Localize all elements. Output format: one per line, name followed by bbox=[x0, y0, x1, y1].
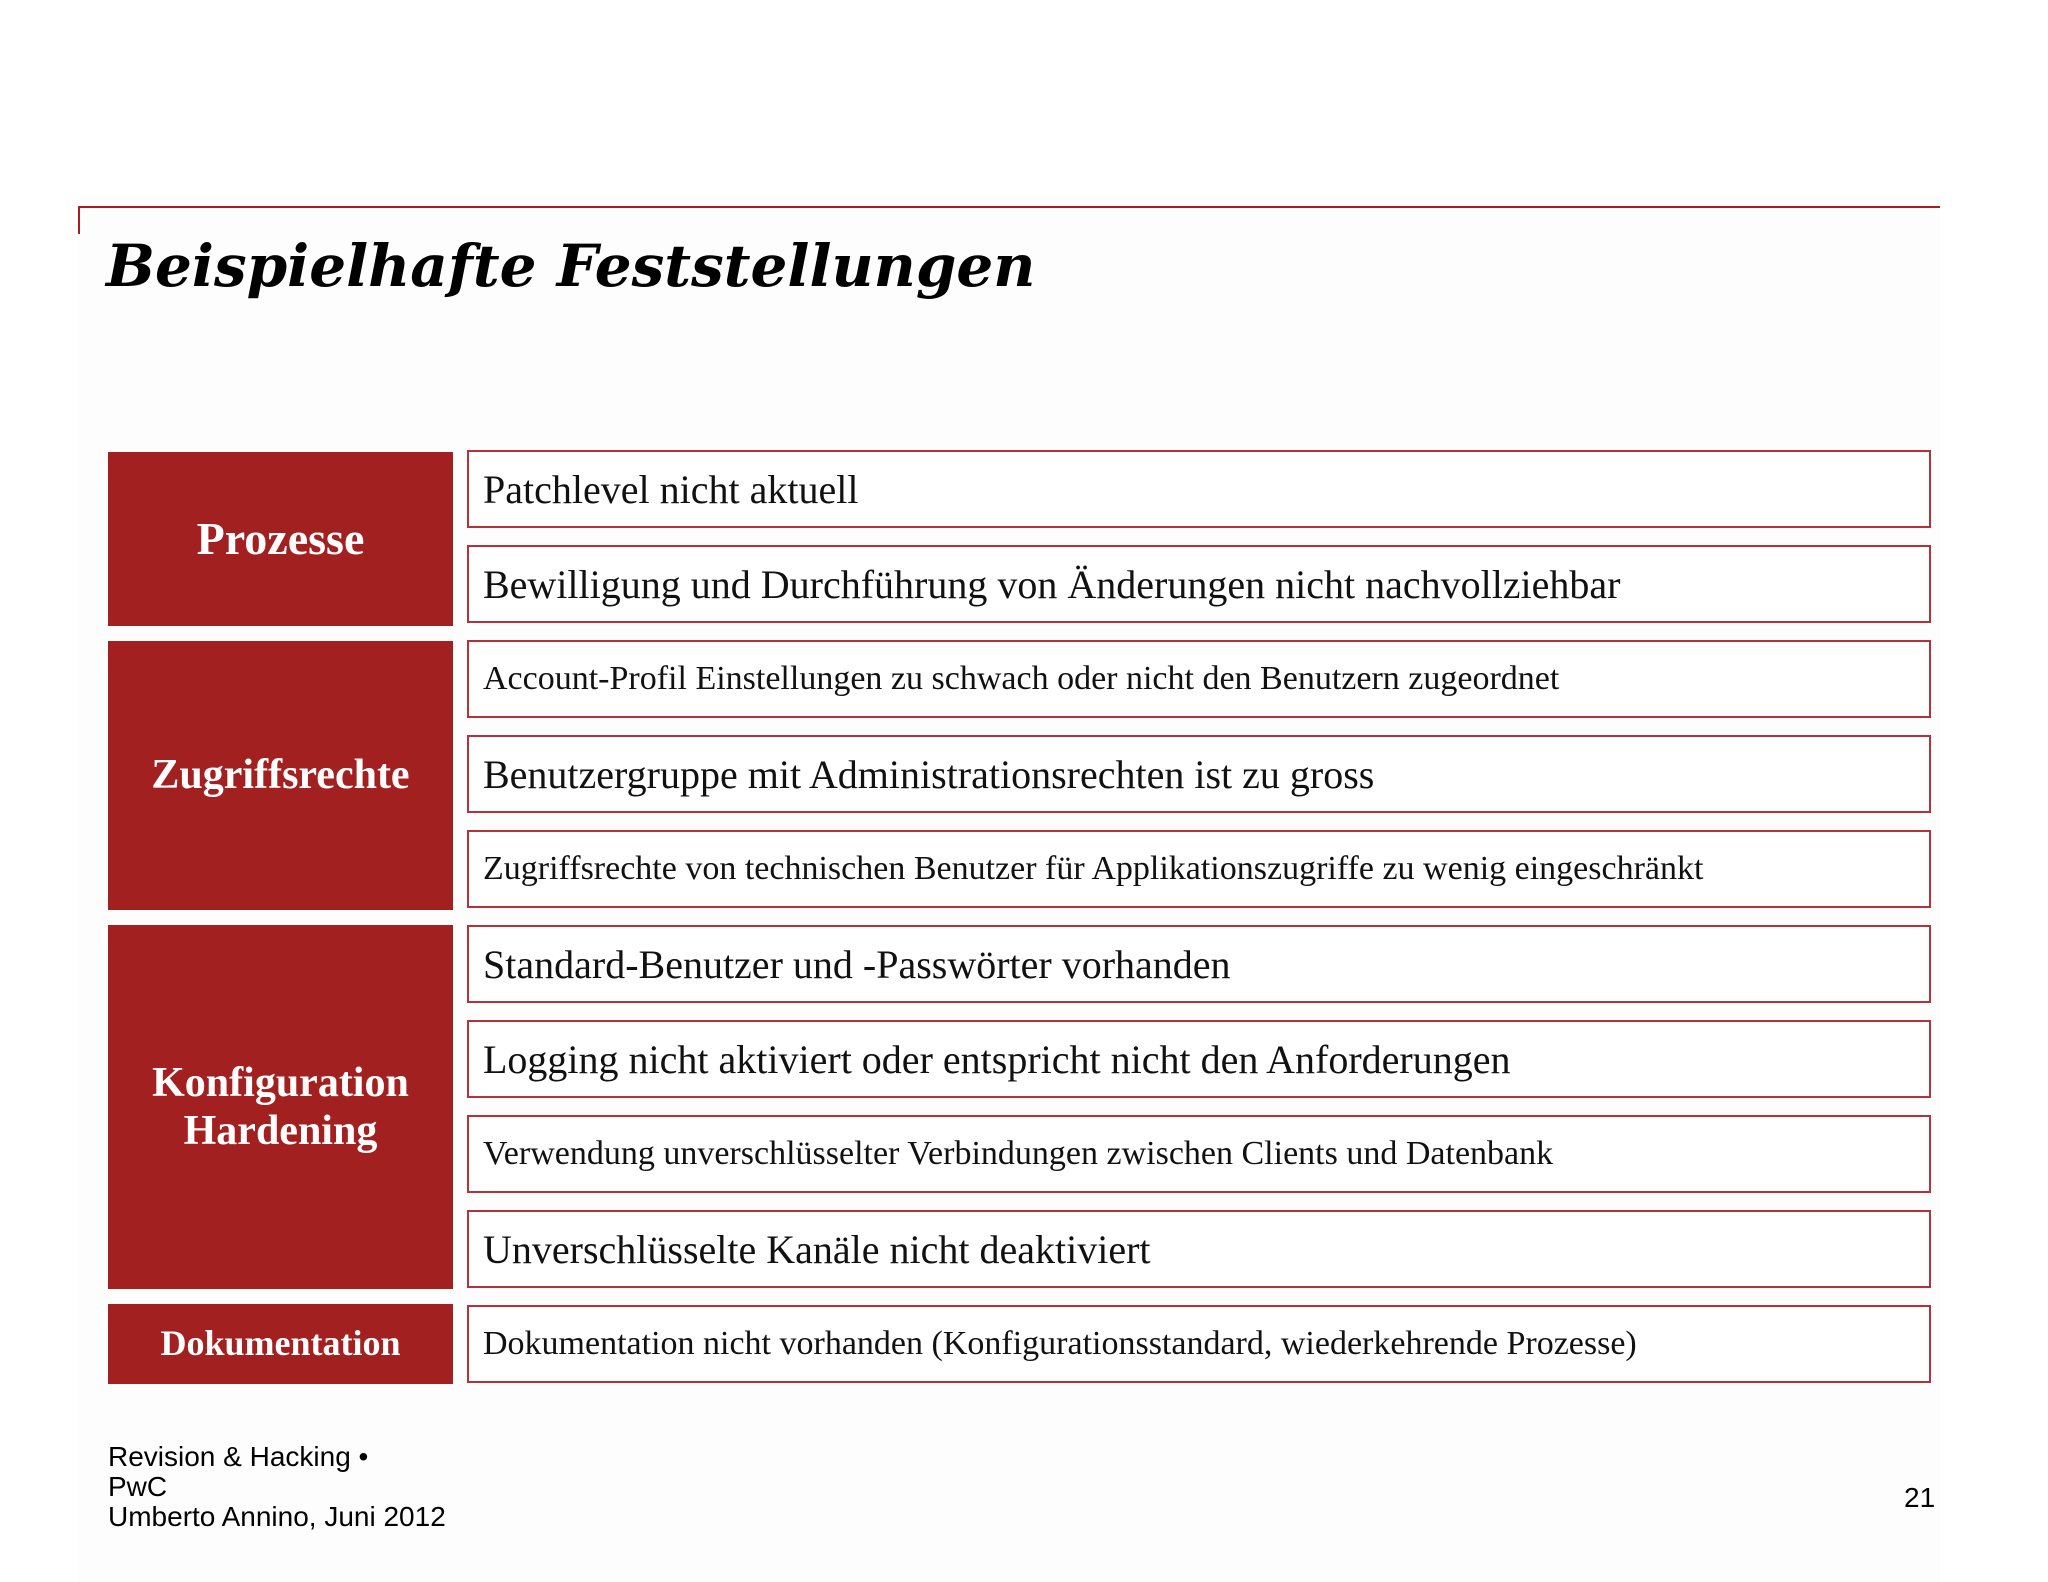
category-zugriffsrechte bbox=[108, 641, 453, 910]
finding-item: Benutzergruppe mit Administrationsrechten ist zu gross bbox=[467, 735, 1931, 813]
footer-line-1: Revision & Hacking • bbox=[108, 1441, 369, 1472]
category-label: Zugriffsrechte bbox=[151, 752, 410, 799]
category-label-line2: Hardening bbox=[183, 1108, 378, 1154]
footer-line-2: PwC bbox=[108, 1471, 168, 1502]
finding-item: Unverschlüsselte Kanäle nicht deaktiviert bbox=[467, 1210, 1931, 1288]
slide-title: Beispielhafte Feststellungen bbox=[106, 232, 1036, 300]
category-label: Prozesse bbox=[196, 512, 365, 564]
finding-item: Account-Profil Einstellungen zu schwach oder nicht den Benutzern zugeordnet bbox=[467, 640, 1931, 718]
finding-item: Patchlevel nicht aktuell bbox=[467, 450, 1931, 528]
finding-item: Standard-Benutzer und -Passwörter vorhanden bbox=[467, 925, 1931, 1003]
finding-item: Verwendung unverschlüsselter Verbindungen zwischen Clients und Datenbank bbox=[467, 1115, 1931, 1193]
finding-item: Logging nicht aktiviert oder entspricht nicht den Anforderungen bbox=[467, 1020, 1931, 1098]
title-rule bbox=[78, 206, 1940, 208]
category-dokumentation bbox=[108, 1304, 453, 1384]
category-konfiguration-hardening bbox=[108, 925, 453, 1289]
finding-item: Bewilligung und Durchführung von Änderungen nicht nachvollziehbar bbox=[467, 545, 1931, 623]
footer-line-3: Umberto Annino, Juni 2012 bbox=[108, 1501, 446, 1532]
page-number: 21 bbox=[1904, 1482, 1936, 1513]
finding-item: Zugriffsrechte von technischen Benutzer für Applikationszugriffe zu wenig eingeschränkt bbox=[467, 830, 1931, 908]
category-label-line1: Konfiguration bbox=[152, 1059, 409, 1106]
category-label: Dokumentation bbox=[160, 1323, 401, 1364]
title-rule-tick bbox=[78, 206, 80, 234]
footer bbox=[108, 1442, 446, 1532]
category-prozesse bbox=[108, 452, 453, 626]
finding-item: Dokumentation nicht vorhanden (Konfigurationsstandard, wiederkehrende Prozesse) bbox=[467, 1305, 1931, 1383]
